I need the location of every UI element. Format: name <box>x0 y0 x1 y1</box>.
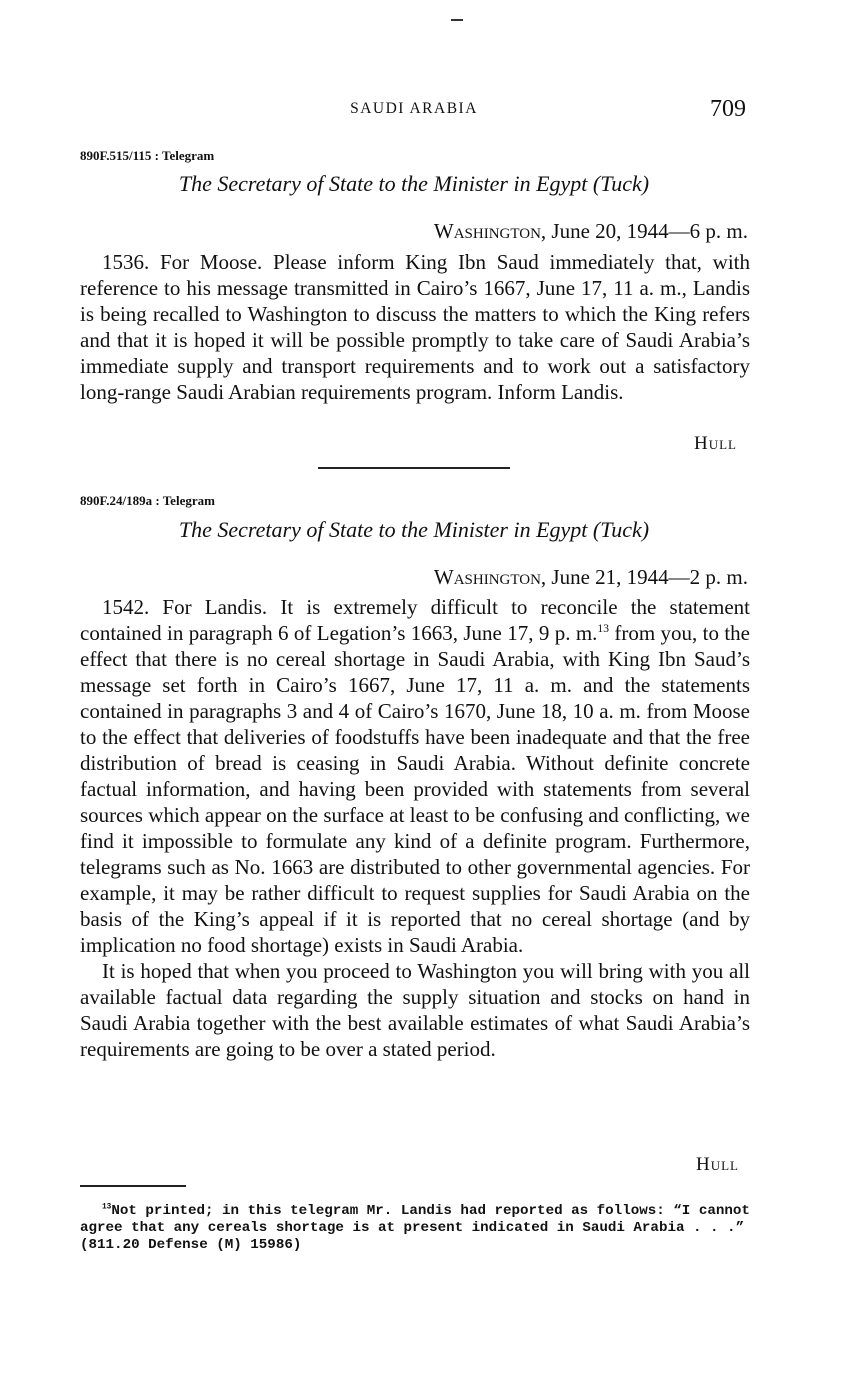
doc1-body <box>80 249 750 405</box>
doc2-dateline-rest: , June 21, 1944—2 p. m. <box>540 565 748 589</box>
doc1-dateline-rest: , June 20, 1944—6 p. m. <box>540 219 748 243</box>
section-divider <box>318 467 510 469</box>
doc2-paragraph-1-start: 1542. For Landis. It is extremely difficult to reconcile the statement contained in paragraph 6 of Legation’s 1663, June 17, 9 p. m. <box>80 595 750 645</box>
footnote-rule <box>80 1185 186 1187</box>
doc2-dateline <box>434 565 748 590</box>
doc2-body <box>80 594 750 1062</box>
top-dash <box>451 19 463 21</box>
doc2-title-main: The Secretary of State to the Minister in Egypt <box>178 517 588 542</box>
doc1-dateline-place: Washington <box>433 219 541 243</box>
doc2-paragraph-1 <box>80 594 750 958</box>
doc2-signature: Hull <box>696 1154 739 1175</box>
doc2-paragraph-1-end: from you, to the effect that there is no cereal shortage in Saudi Arabia, with King Ibn Saud’s message set forth in Cairo’s 1667, June 17, 11 a. m. and the statements contained in paragraphs 3 and 4 of Cairo’s 1670, June 18, 10 a. m. from Moose to the effect that deliveries of foodstuffs have been inadequate and that the free distribution of bread is ceasing in Saudi Arabia. Without definite concrete factual information, and having been provided with statements from several sources which appear on the surface at least to be confusing and conflicting, we find it impossible to formulate any kind of a definite program. Furthermore, telegrams such as No. 1663 are distributed to other governmental agencies. For example, it may be rather difficult to request supplies for Saudi Arabia on the basis of the King’s appeal if it is reported that no cereal shortage (and by implication no food shortage) exists in Saudi Arabia. <box>80 621 750 957</box>
running-head: SAUDI ARABIA <box>350 100 478 117</box>
doc1-paragraph: 1536. For Moose. Please inform King Ibn Saud immediately that, with reference to his message transmitted in Cairo’s 1667, June 17, 11 a. m., Landis is being recalled to Washington to discuss the matters to which the King refers and that it is hoped it will be possible promptly to take care of Saudi Arabia’s immediate supply and transport requirements and to work out a satisfactory long-range Saudi Arabian requirements program. Inform Landis. <box>80 250 750 404</box>
footnote-number: 13 <box>102 1202 112 1212</box>
footnote-marker[interactable]: 13 <box>597 623 609 635</box>
doc1-title-main: The Secretary of State to the Minister in Egypt <box>178 171 588 196</box>
doc2-dateline-place: Washington <box>433 565 541 589</box>
doc2-file-ref: 890F.24/189a : Telegram <box>80 493 215 508</box>
doc2-title <box>0 517 828 543</box>
doc1-title-person: (Tuck) <box>592 171 650 196</box>
doc1-file-ref: 890F.515/115 : Telegram <box>80 148 215 163</box>
doc2-title-person: (Tuck) <box>592 517 650 542</box>
footnote-text: Not printed; in this telegram Mr. Landis had reported as follows: “I cannot agree that any cereals shortage is at present indicated in Saudi Arabia . . .” (811.20 Defense (M) 15986) <box>80 1203 750 1253</box>
footnote-paragraph <box>80 1203 752 1254</box>
doc1-signature: Hull <box>694 433 737 454</box>
doc1-title <box>0 171 828 197</box>
doc1-dateline <box>434 219 748 244</box>
doc2-paragraph-2: It is hoped that when you proceed to Washington you will bring with you all available factual data regarding the supply situation and stocks on hand in Saudi Arabia together with the best available estimates of what Saudi Arabia’s requirements are going to be over a stated period. <box>80 959 750 1061</box>
footnote <box>80 1203 752 1254</box>
page-number: 709 <box>710 96 746 122</box>
